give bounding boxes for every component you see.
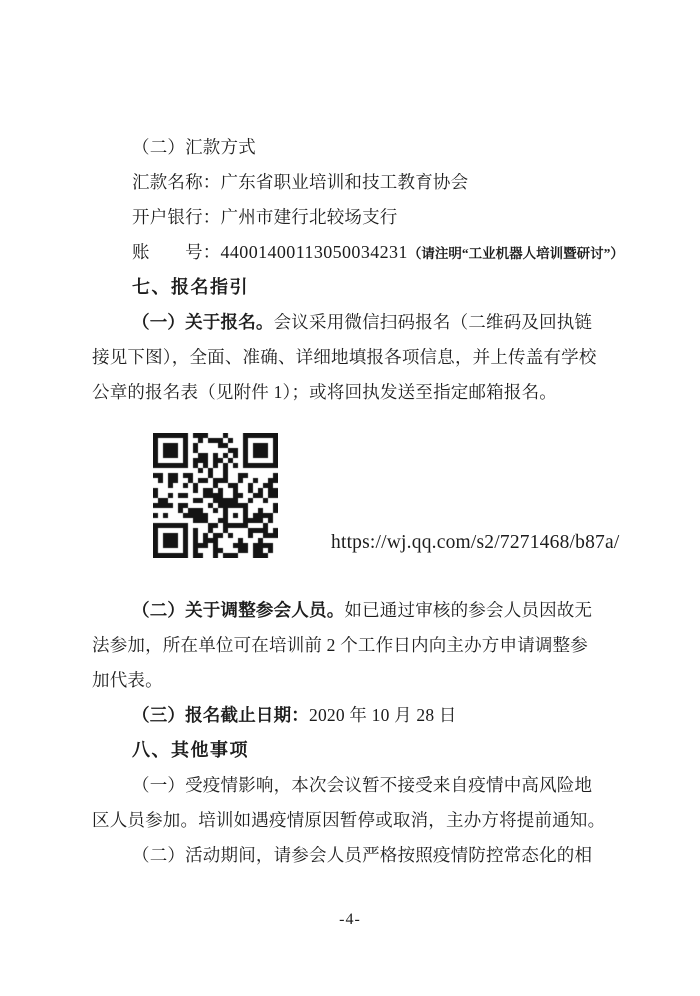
adjust-participants-line-2	[92, 628, 606, 663]
epidemic-note-text-1: （一）受疫情影响，本次会议暂不接受来自疫情中高风险地	[132, 775, 593, 795]
epidemic-note-line-2	[92, 803, 606, 838]
registration-text-3: 公章的报名表（见附件 1）；或将回执发送至指定邮箱报名。	[92, 382, 557, 402]
account-number-line	[92, 235, 624, 270]
bank-line	[92, 200, 606, 235]
epidemic-note-line-1	[92, 768, 606, 803]
document-body	[92, 130, 624, 873]
epidemic-note-text-2: 区人员参加。培训如遇疫情原因暂停或取消，主办方将提前通知。	[92, 810, 606, 830]
adjust-participants-text-1: 如已通过审核的参会人员因故无	[344, 600, 593, 620]
payee-name-text: 汇款名称：广东省职业培训和技工教育协会	[132, 172, 469, 192]
adjust-participants-text-3: 加代表。	[92, 670, 163, 690]
deadline-line	[92, 698, 606, 733]
adjust-participants-line-3	[92, 663, 606, 698]
remittance-method-text: （二）汇款方式	[132, 137, 256, 157]
registration-text-1: 会议采用微信扫码报名（二维码及回执链	[273, 312, 593, 332]
bank-text: 开户银行：广州市建行北较场支行	[132, 207, 398, 227]
adjust-participants-lead: （二）关于调整参会人员。	[132, 600, 345, 620]
account-number: 44001400113050034231	[220, 242, 408, 262]
payee-name-line	[92, 165, 606, 200]
adjust-participants-text-2: 法参加，所在单位可在培训前 2 个工作日内向主办方申请调整参	[92, 635, 588, 655]
registration-paragraph-line-2	[92, 340, 606, 375]
account-note: （请注明“工业机器人培训暨研讨”）	[407, 246, 624, 261]
registration-paragraph-line-1	[92, 305, 606, 340]
remittance-method-line	[92, 130, 606, 165]
section-seven-heading-text: 七、报名指引	[132, 277, 249, 297]
section-eight-heading	[92, 733, 606, 768]
qr-url-caption: https://wj.qq.com/s2/7271468/b87a/	[331, 532, 620, 553]
activity-note-text: （二）活动期间，请参会人员严格按照疫情防控常态化的相	[132, 845, 593, 865]
account-label: 账 号：	[132, 242, 221, 262]
qr-row	[153, 433, 620, 558]
section-eight-heading-text: 八、其他事项	[132, 740, 249, 760]
activity-note-line	[92, 838, 606, 873]
registration-text-2: 接见下图），全面、准确、详细地填报各项信息，并上传盖有学校	[92, 347, 597, 367]
deadline-date: 2020 年 10 月 28 日	[309, 705, 457, 725]
registration-lead: （一）关于报名。	[132, 312, 274, 332]
registration-paragraph-line-3	[92, 375, 606, 410]
deadline-lead: （三）报名截止日期：	[132, 705, 309, 725]
adjust-participants-line-1	[92, 593, 606, 628]
qr-code	[153, 433, 278, 558]
section-seven-heading	[92, 270, 606, 305]
page-number: -4-	[339, 911, 361, 928]
